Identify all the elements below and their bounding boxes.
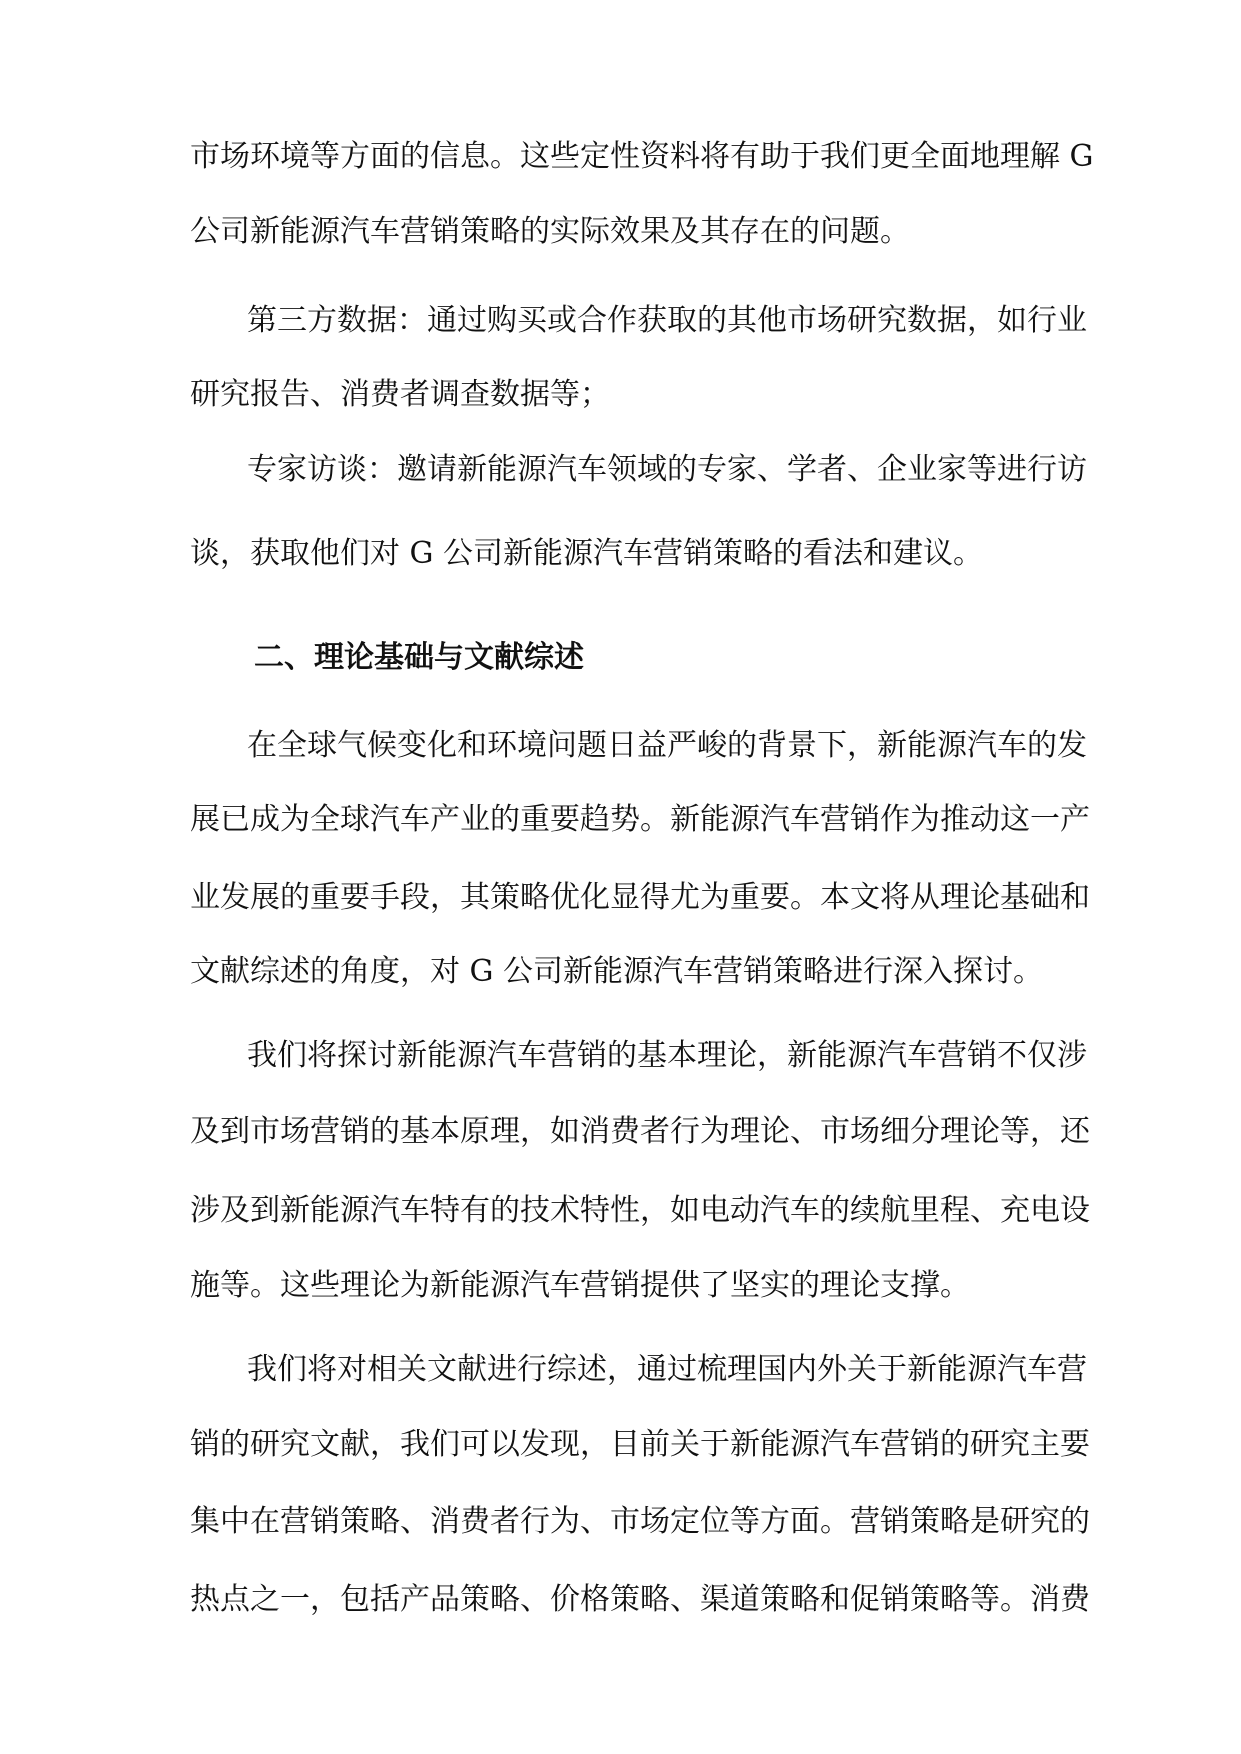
body-text-line: 及到市场营销的基本原理，如消费者行为理论、市场细分理论等，还 bbox=[190, 1114, 1090, 1149]
body-text-line: 销的研究文献，我们可以发现，目前关于新能源汽车营销的研究主要 bbox=[190, 1427, 1090, 1462]
body-text-line: 业发展的重要手段，其策略优化显得尤为重要。本文将从理论基础和 bbox=[190, 880, 1090, 915]
body-text-line: 涉及到新能源汽车特有的技术特性，如电动汽车的续航里程、充电设 bbox=[190, 1193, 1090, 1228]
body-text-line: 公司新能源汽车营销策略的实际效果及其存在的问题。 bbox=[190, 214, 910, 249]
body-text-line: 谈，获取他们对 G 公司新能源汽车营销策略的看法和建议。 bbox=[190, 536, 984, 571]
body-text-line: 我们将探讨新能源汽车营销的基本理论，新能源汽车营销不仅涉 bbox=[247, 1038, 1087, 1073]
body-text-line: 施等。这些理论为新能源汽车营销提供了坚实的理论支撑。 bbox=[190, 1268, 970, 1303]
body-text-line: 在全球气候变化和环境问题日益严峻的背景下，新能源汽车的发 bbox=[247, 728, 1087, 763]
section-heading: 二、理论基础与文献综述 bbox=[254, 640, 584, 675]
body-text-line: 研究报告、消费者调查数据等； bbox=[190, 377, 610, 412]
body-text-line: 专家访谈：邀请新能源汽车领域的专家、学者、企业家等进行访 bbox=[247, 452, 1087, 487]
body-text-line: 文献综述的角度，对 G 公司新能源汽车营销策略进行深入探讨。 bbox=[190, 954, 1044, 989]
body-text-line: 展已成为全球汽车产业的重要趋势。新能源汽车营销作为推动这一产 bbox=[190, 802, 1090, 837]
body-text-line: 热点之一，包括产品策略、价格策略、渠道策略和促销策略等。消费 bbox=[190, 1582, 1090, 1617]
body-text-line: 市场环境等方面的信息。这些定性资料将有助于我们更全面地理解 G bbox=[190, 139, 1094, 174]
body-text-line: 我们将对相关文献进行综述，通过梳理国内外关于新能源汽车营 bbox=[247, 1352, 1087, 1387]
body-text-line: 集中在营销策略、消费者行为、市场定位等方面。营销策略是研究的 bbox=[190, 1504, 1090, 1539]
body-text-line: 第三方数据：通过购买或合作获取的其他市场研究数据，如行业 bbox=[247, 303, 1087, 338]
